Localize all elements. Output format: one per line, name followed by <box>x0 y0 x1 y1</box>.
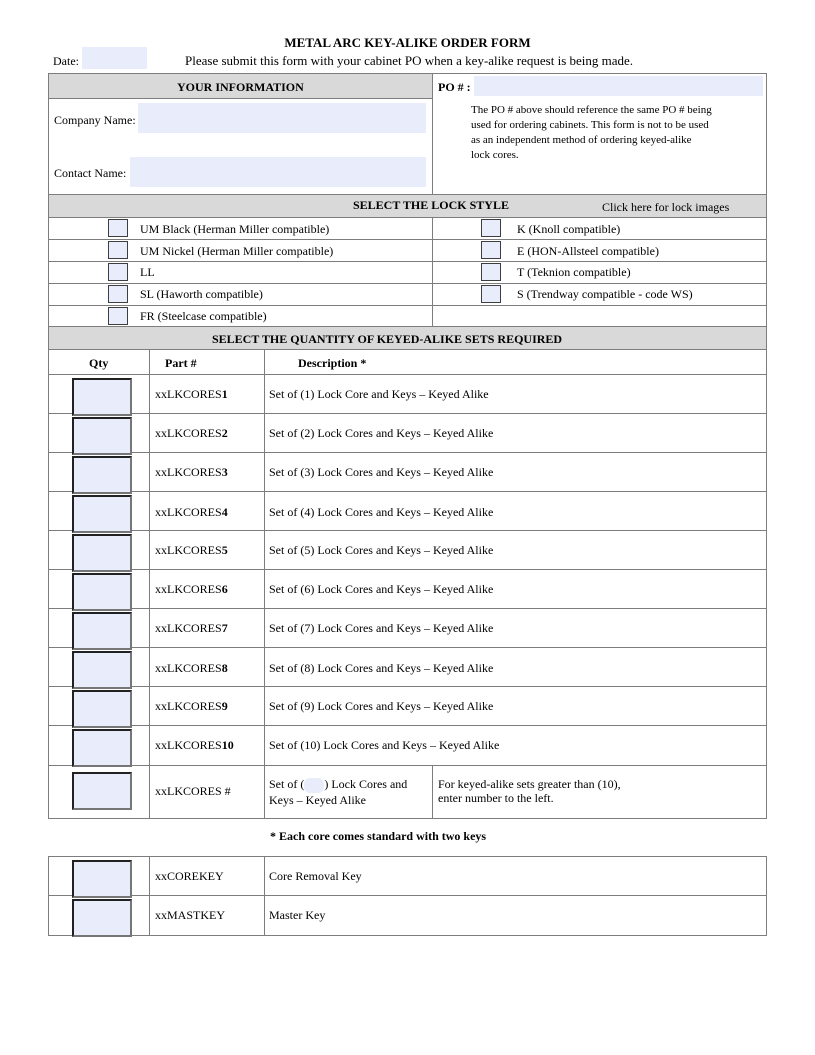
lock-ll-checkbox[interactable] <box>108 263 128 281</box>
contact-name-label: Contact Name: <box>54 166 127 180</box>
po-note: The PO # above should reference the same PO # being used for ordering cabinets. This form is not to be used as an independent method of ordering keyed-alike lock cores. <box>471 104 712 161</box>
part-number: xxLKCORES2 <box>155 426 228 440</box>
row-description: Set of (8) Lock Cores and Keys – Keyed Alike <box>269 661 494 675</box>
part-number: xxLKCORES8 <box>155 661 228 675</box>
row-description: Set of (9) Lock Cores and Keys – Keyed Alike <box>269 699 494 713</box>
qty-input[interactable] <box>72 729 132 767</box>
qty-input[interactable] <box>72 534 132 572</box>
row-description: Set of (4) Lock Cores and Keys – Keyed Alike <box>269 505 494 519</box>
row-description: Set of (7) Lock Cores and Keys – Keyed Alike <box>269 621 494 635</box>
lock-e-label: E (HON-Allsteel compatible) <box>517 244 659 258</box>
core-key-description: Core Removal Key <box>269 869 362 883</box>
custom-row-note: For keyed-alike sets greater than (10), enter number to the left. <box>438 777 621 805</box>
instruction-text: Please submit this form with your cabinet PO when a key-alike request is being made. <box>185 53 634 68</box>
lock-sl-checkbox[interactable] <box>108 285 128 303</box>
lock-um-nickel-label: UM Nickel (Herman Miller compatible) <box>140 244 334 258</box>
lock-t-checkbox[interactable] <box>481 263 501 281</box>
lock-s-label: S (Trendway compatible - code WS) <box>517 287 693 301</box>
date-input[interactable] <box>82 47 147 69</box>
custom-set-count-input[interactable] <box>304 778 324 793</box>
core-key-part: xxCOREKEY <box>155 869 224 883</box>
lock-sl-label: SL (Haworth compatible) <box>140 287 263 301</box>
qty-input[interactable] <box>72 573 132 611</box>
part-number: xxLKCORES1 <box>155 387 228 401</box>
qty-input[interactable] <box>72 612 132 650</box>
lock-fr-label: FR (Steelcase compatible) <box>140 309 267 323</box>
footnote: * Each core comes standard with two keys <box>270 829 487 843</box>
part-number: xxLKCORES9 <box>155 699 228 713</box>
master-key-part: xxMASTKEY <box>155 908 226 922</box>
lock-s-checkbox[interactable] <box>481 285 501 303</box>
lock-k-checkbox[interactable] <box>481 219 501 237</box>
qty-column-header: Qty <box>89 356 109 370</box>
master-key-qty-input[interactable] <box>72 899 132 937</box>
row-description: Set of (3) Lock Cores and Keys – Keyed Alike <box>269 465 494 479</box>
qty-input[interactable] <box>72 651 132 689</box>
qty-input[interactable] <box>72 417 132 455</box>
core-key-qty-input[interactable] <box>72 860 132 898</box>
row-description: Set of (6) Lock Cores and Keys – Keyed Alike <box>269 582 494 596</box>
part-number: xxLKCORES3 <box>155 465 228 479</box>
company-name-label: Company Name: <box>54 113 136 127</box>
custom-row-description: Set of ( ) Lock Cores and Keys – Keyed Alike <box>269 777 408 807</box>
part-number: xxLKCORES5 <box>155 543 228 557</box>
lock-um-black-label: UM Black (Herman Miller compatible) <box>140 222 330 236</box>
lock-ll-label: LL <box>140 265 155 279</box>
lock-e-checkbox[interactable] <box>481 241 501 259</box>
qty-input[interactable] <box>72 495 132 533</box>
custom-part-number: xxLKCORES # <box>155 784 231 798</box>
part-column-header: Part # <box>165 356 197 370</box>
date-label: Date: <box>53 54 79 68</box>
part-number: xxLKCORES7 <box>155 621 228 635</box>
form-title: METAL ARC KEY-ALIKE ORDER FORM <box>284 35 531 50</box>
lock-fr-checkbox[interactable] <box>108 307 128 325</box>
po-input[interactable] <box>474 76 763 96</box>
row-description: Set of (5) Lock Cores and Keys – Keyed Alike <box>269 543 494 557</box>
lock-images-link[interactable]: Click here for lock images <box>602 200 730 214</box>
row-description: Set of (1) Lock Core and Keys – Keyed Alike <box>269 387 489 401</box>
lock-k-label: K (Knoll compatible) <box>517 222 621 236</box>
lock-style-heading: SELECT THE LOCK STYLE <box>353 198 509 212</box>
lock-um-black-checkbox[interactable] <box>108 219 128 237</box>
qty-input[interactable] <box>72 690 132 728</box>
quantity-heading: SELECT THE QUANTITY OF KEYED-ALIKE SETS REQUIRED <box>212 332 563 346</box>
qty-input[interactable] <box>72 456 132 494</box>
row-description: Set of (2) Lock Cores and Keys – Keyed Alike <box>269 426 494 440</box>
po-label: PO # : <box>438 80 471 94</box>
master-key-description: Master Key <box>269 908 326 922</box>
contact-name-input[interactable] <box>130 157 426 187</box>
description-column-header: Description * <box>298 356 367 370</box>
company-name-input[interactable] <box>138 103 426 133</box>
part-number: xxLKCORES10 <box>155 738 234 752</box>
your-information-heading: YOUR INFORMATION <box>177 80 304 94</box>
part-number: xxLKCORES4 <box>155 505 228 519</box>
lock-t-label: T (Teknion compatible) <box>517 265 631 279</box>
part-number: xxLKCORES6 <box>155 582 228 596</box>
row-description: Set of (10) Lock Cores and Keys – Keyed Alike <box>269 738 500 752</box>
custom-qty-input[interactable] <box>72 772 132 810</box>
qty-input[interactable] <box>72 378 132 416</box>
lock-um-nickel-checkbox[interactable] <box>108 241 128 259</box>
